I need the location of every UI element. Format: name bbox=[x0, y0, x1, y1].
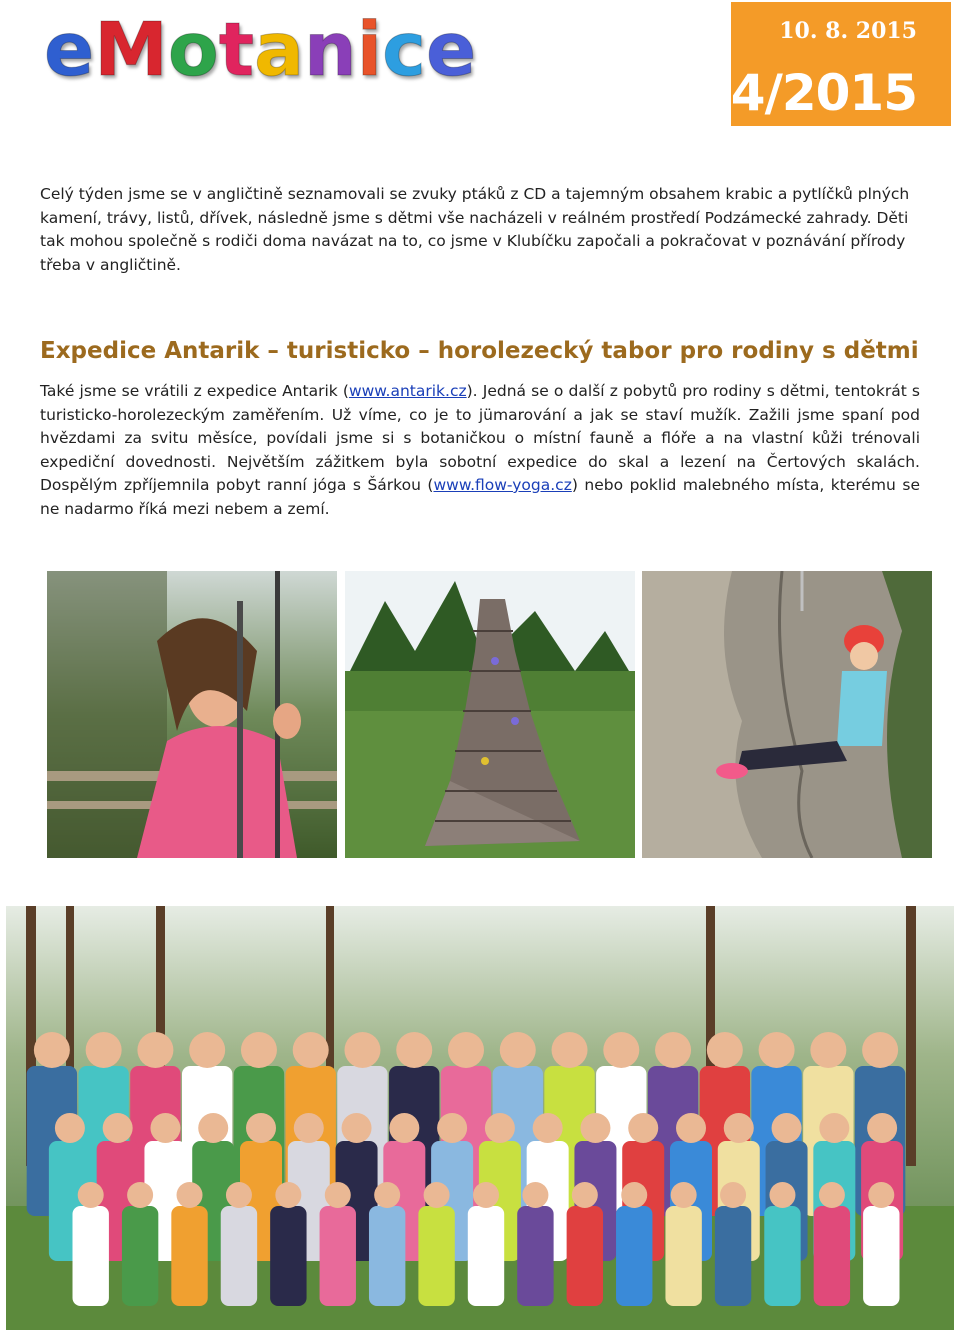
flow-yoga-link[interactable]: www.flow-yoga.cz bbox=[433, 476, 572, 494]
antarik-link[interactable]: www.antarik.cz bbox=[348, 382, 467, 400]
issue-box bbox=[731, 2, 951, 126]
logo-letter: e bbox=[425, 7, 477, 93]
emotanice-logo bbox=[44, 7, 477, 93]
article-paragraph bbox=[40, 380, 920, 521]
article-text-2: ). Jedná se o další z pobytů pro rodiny s dětmi, tentokrát s turisticko-horolezeckým zaměřením. Už víme, co je to jümarování a jak se staví mužík. Zažili jsme spaní pod hvězdami za svitu měsíce, povídali jsme si s botaničkou o místní fauně a flóře a na vlastní kůži trénovali expediční dovednosti. Největším zážitkem byla sobotní expedice do skal a lezení na Čertových skalách. Dospělým zpříjemnila pobyt ranní jóga s Šárkou ( bbox=[40, 382, 921, 494]
intro-paragraph: Celý týden jsme se v angličtině seznamovali se zvuky ptáků z CD a tajemným obsahem krabic a pytlíčků plných kamení, trávy, listů, dřívek, následně jsme s dětmi vše nacházeli v reálném prostředí Podzámecké zahrady. Děti tak mohou společně s rodiči doma navázat na to, co jsme v Klubíčku započali a pokračovat v poznávání přírody třeba v angličtině. bbox=[40, 185, 910, 274]
logo-letter: e bbox=[44, 7, 95, 93]
issue-number: 4/2015 bbox=[730, 64, 917, 122]
article-text-3: ) nebo poklid malebného místa, kterému se ne nadarmo říká mezi nebem a zemí. bbox=[40, 476, 920, 518]
logo-letter: c bbox=[382, 7, 426, 93]
logo-letter: t bbox=[218, 7, 255, 93]
logo-letter: n bbox=[304, 7, 357, 93]
article-heading: Expedice Antarik – turisticko – horolezecký tabor pro rodiny s dětmi bbox=[40, 338, 919, 364]
logo-letter: o bbox=[167, 7, 219, 93]
photo-girl-rock-climbing bbox=[642, 571, 932, 858]
logo-letter: a bbox=[254, 7, 304, 93]
photo-girl-climbing-gear bbox=[47, 571, 337, 858]
photo-group bbox=[6, 906, 954, 1330]
article-text-1: Také jsme se vrátili z expedice Antarik ( bbox=[40, 382, 349, 400]
photo-stone-cairn bbox=[345, 571, 635, 858]
issue-date: 10. 8. 2015 bbox=[779, 18, 917, 44]
logo-letter: i bbox=[356, 7, 383, 93]
logo-letter: M bbox=[94, 7, 168, 93]
